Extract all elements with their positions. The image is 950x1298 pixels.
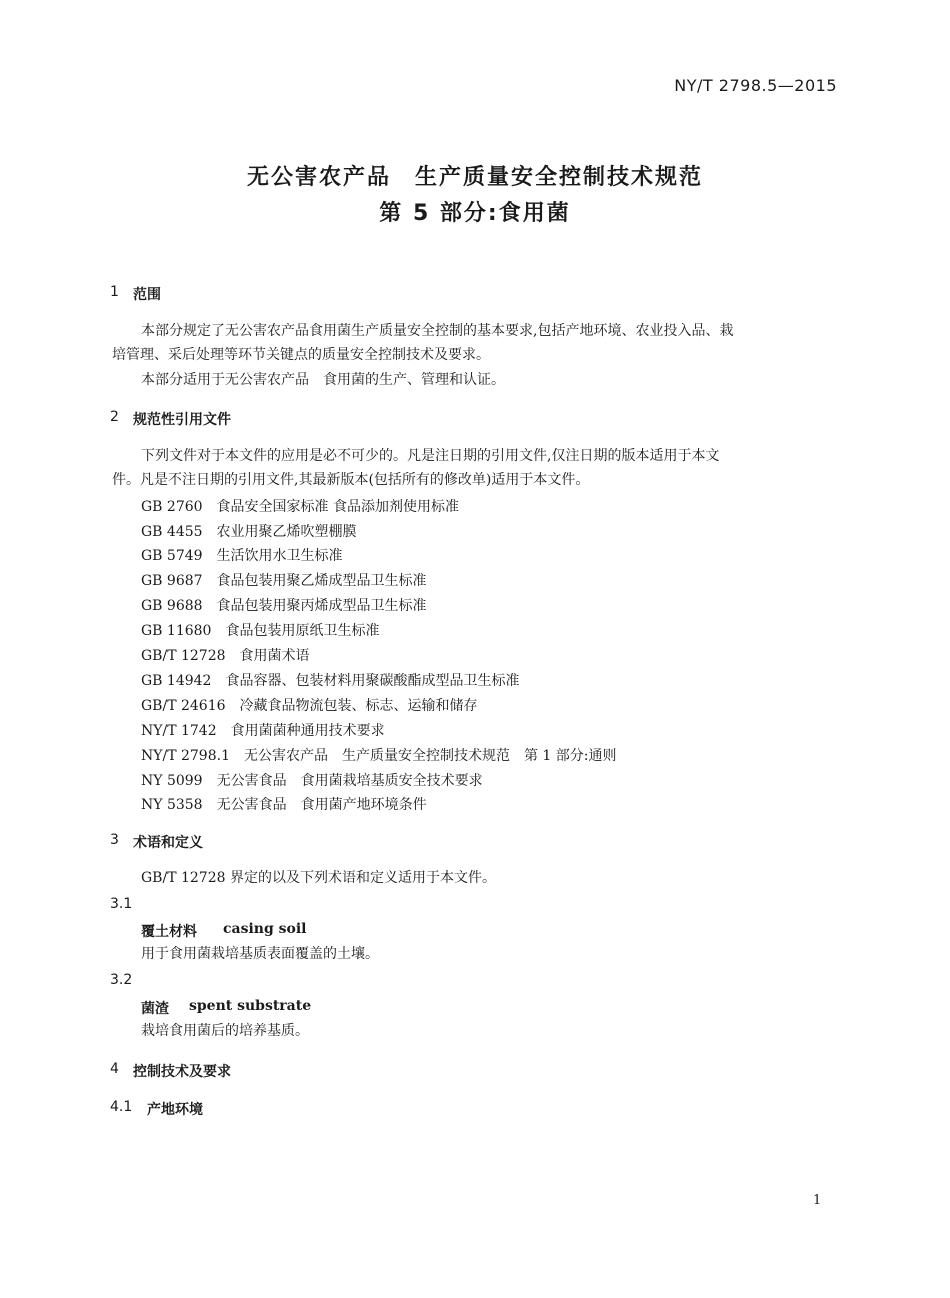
reference-item: GB 14942 食品容器、包装材料用聚碳酸酯成型品卫生标准	[141, 673, 520, 689]
reference-item: GB 2760 食品安全国家标准 食品添加剂使用标准	[141, 499, 459, 515]
scope-paragraph-line-2: 培管理、采后处理等环节关键点的质量安全控制技术及要求。	[112, 347, 490, 363]
reference-item: GB 5749 生活饮用水卫生标准	[141, 548, 343, 564]
term-3-2-cn: 菌渣	[141, 1001, 169, 1017]
reference-item: GB 11680 食品包装用原纸卫生标准	[141, 623, 380, 639]
references-intro-line-1: 下列文件对于本文件的应用是必不可少的。凡是注日期的引用文件,仅注日期的版本适用于本文	[141, 448, 720, 464]
reference-item: NY/T 1742 食用菌菌种通用技术要求	[141, 723, 385, 739]
document-title: 无公害农产品 生产质量安全控制技术规范	[246, 165, 703, 190]
reference-item: NY 5099 无公害食品 食用菌栽培基质安全技术要求	[141, 773, 483, 789]
section-4-heading: 控制技术及要求	[133, 1064, 231, 1080]
scope-paragraph-line-1: 本部分规定了无公害农产品食用菌生产质量安全控制的基本要求,包括产地环境、农业投入品、栽	[141, 323, 734, 339]
scope-paragraph-2: 本部分适用于无公害农产品 食用菌的生产、管理和认证。	[141, 372, 505, 388]
section-2-number: 2	[110, 409, 119, 425]
section-4-1-number: 4.1	[110, 1099, 133, 1115]
term-3-1-cn: 覆土材料	[141, 924, 197, 940]
section-2-heading: 规范性引用文件	[133, 412, 231, 428]
term-3-2-en: spent substrate	[189, 998, 312, 1014]
term-3-1-number: 3.1	[110, 896, 133, 912]
reference-item: NY 5358 无公害食品 食用菌产地环境条件	[141, 797, 427, 813]
terms-intro: GB/T 12728 界定的以及下列术语和定义适用于本文件。	[141, 870, 496, 886]
section-3-number: 3	[110, 832, 119, 848]
section-1-number: 1	[110, 284, 119, 300]
section-1-heading: 范围	[133, 287, 161, 303]
section-4-1-heading: 产地环境	[147, 1102, 203, 1118]
term-3-1-en: casing soil	[223, 921, 307, 937]
reference-item: NY/T 2798.1 无公害农产品 生产质量安全控制技术规范 第 1 部分:通则	[141, 748, 617, 764]
reference-item: GB 9688 食品包装用聚丙烯成型品卫生标准	[141, 598, 427, 614]
section-4-number: 4	[110, 1061, 119, 1077]
term-3-1-definition: 用于食用菌栽培基质表面覆盖的土壤。	[141, 946, 379, 962]
term-3-2-number: 3.2	[110, 972, 133, 988]
reference-item: GB/T 12728 食用菌术语	[141, 648, 310, 664]
reference-item: GB 9687 食品包装用聚乙烯成型品卫生标准	[141, 573, 427, 589]
reference-item: GB 4455 农业用聚乙烯吹塑棚膜	[141, 524, 357, 540]
page-number: 1	[813, 1193, 822, 1208]
section-3-heading: 术语和定义	[133, 835, 203, 851]
document-subtitle: 第 5 部分:食用菌	[379, 201, 571, 226]
standard-number: NY/T 2798.5—2015	[674, 76, 837, 95]
reference-item: GB/T 24616 冷藏食品物流包装、标志、运输和储存	[141, 698, 478, 714]
references-intro-line-2: 件。凡是不注日期的引用文件,其最新版本(包括所有的修改单)适用于本文件。	[112, 472, 590, 488]
term-3-2-definition: 栽培食用菌后的培养基质。	[141, 1023, 309, 1039]
